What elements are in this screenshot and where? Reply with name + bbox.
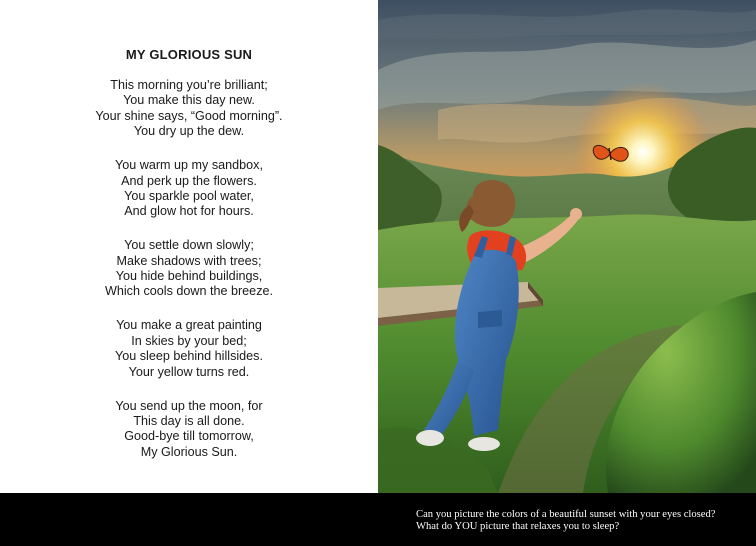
poem-line: This morning you’re brilliant; — [110, 78, 268, 92]
stanza-3 — [0, 238, 378, 300]
caption-line-1: Can you picture the colors of a beautiful sunset with your eyes closed? — [416, 509, 716, 520]
poem-line: And glow hot for hours. — [124, 204, 254, 219]
caption — [416, 509, 752, 534]
poem-line: You send up the moon, for — [115, 398, 263, 413]
poem-line: You warm up my sandbox, — [115, 158, 263, 173]
poem-line: You dry up the dew. — [133, 124, 245, 139]
poem-line: You make a great painting — [116, 318, 262, 333]
poem-line: Which cools down the breeze. — [104, 284, 273, 299]
sunset-scene — [378, 0, 756, 493]
sunset-illustration — [378, 0, 756, 493]
stanza-5 — [0, 399, 378, 461]
poem-title: MY GLORIOUS SUN — [125, 47, 253, 62]
poem-line: You settle down slowly; — [124, 238, 254, 253]
stanza-1 — [0, 78, 378, 140]
poem-line: In skies by your bed; — [131, 333, 247, 348]
poem-line: Your shine says, “Good morning”. — [95, 108, 283, 123]
poem-line: And perk up the flowers. — [121, 173, 257, 188]
poem-line: My Glorious Sun. — [140, 444, 238, 459]
poem-line: You sleep behind hillsides. — [115, 349, 263, 364]
stanza-4 — [0, 318, 378, 380]
poem-line: You sparkle pool water, — [124, 188, 254, 203]
poem-line: You make this day new. — [123, 93, 255, 108]
caption-line-2: What do YOU picture that relaxes you to sleep? — [416, 521, 620, 533]
poem-line: Make shadows with trees; — [116, 253, 262, 268]
poem-line: Good-bye till tomorrow, — [124, 429, 254, 444]
poem-panel — [0, 0, 378, 493]
poem-stanzas — [0, 78, 378, 479]
poem-line: This day is all done. — [133, 413, 245, 428]
poem-line: Your yellow turns red. — [128, 364, 250, 379]
caption-band — [0, 493, 756, 546]
stanza-2 — [0, 158, 378, 220]
poem-line: You hide behind buildings, — [115, 269, 263, 284]
